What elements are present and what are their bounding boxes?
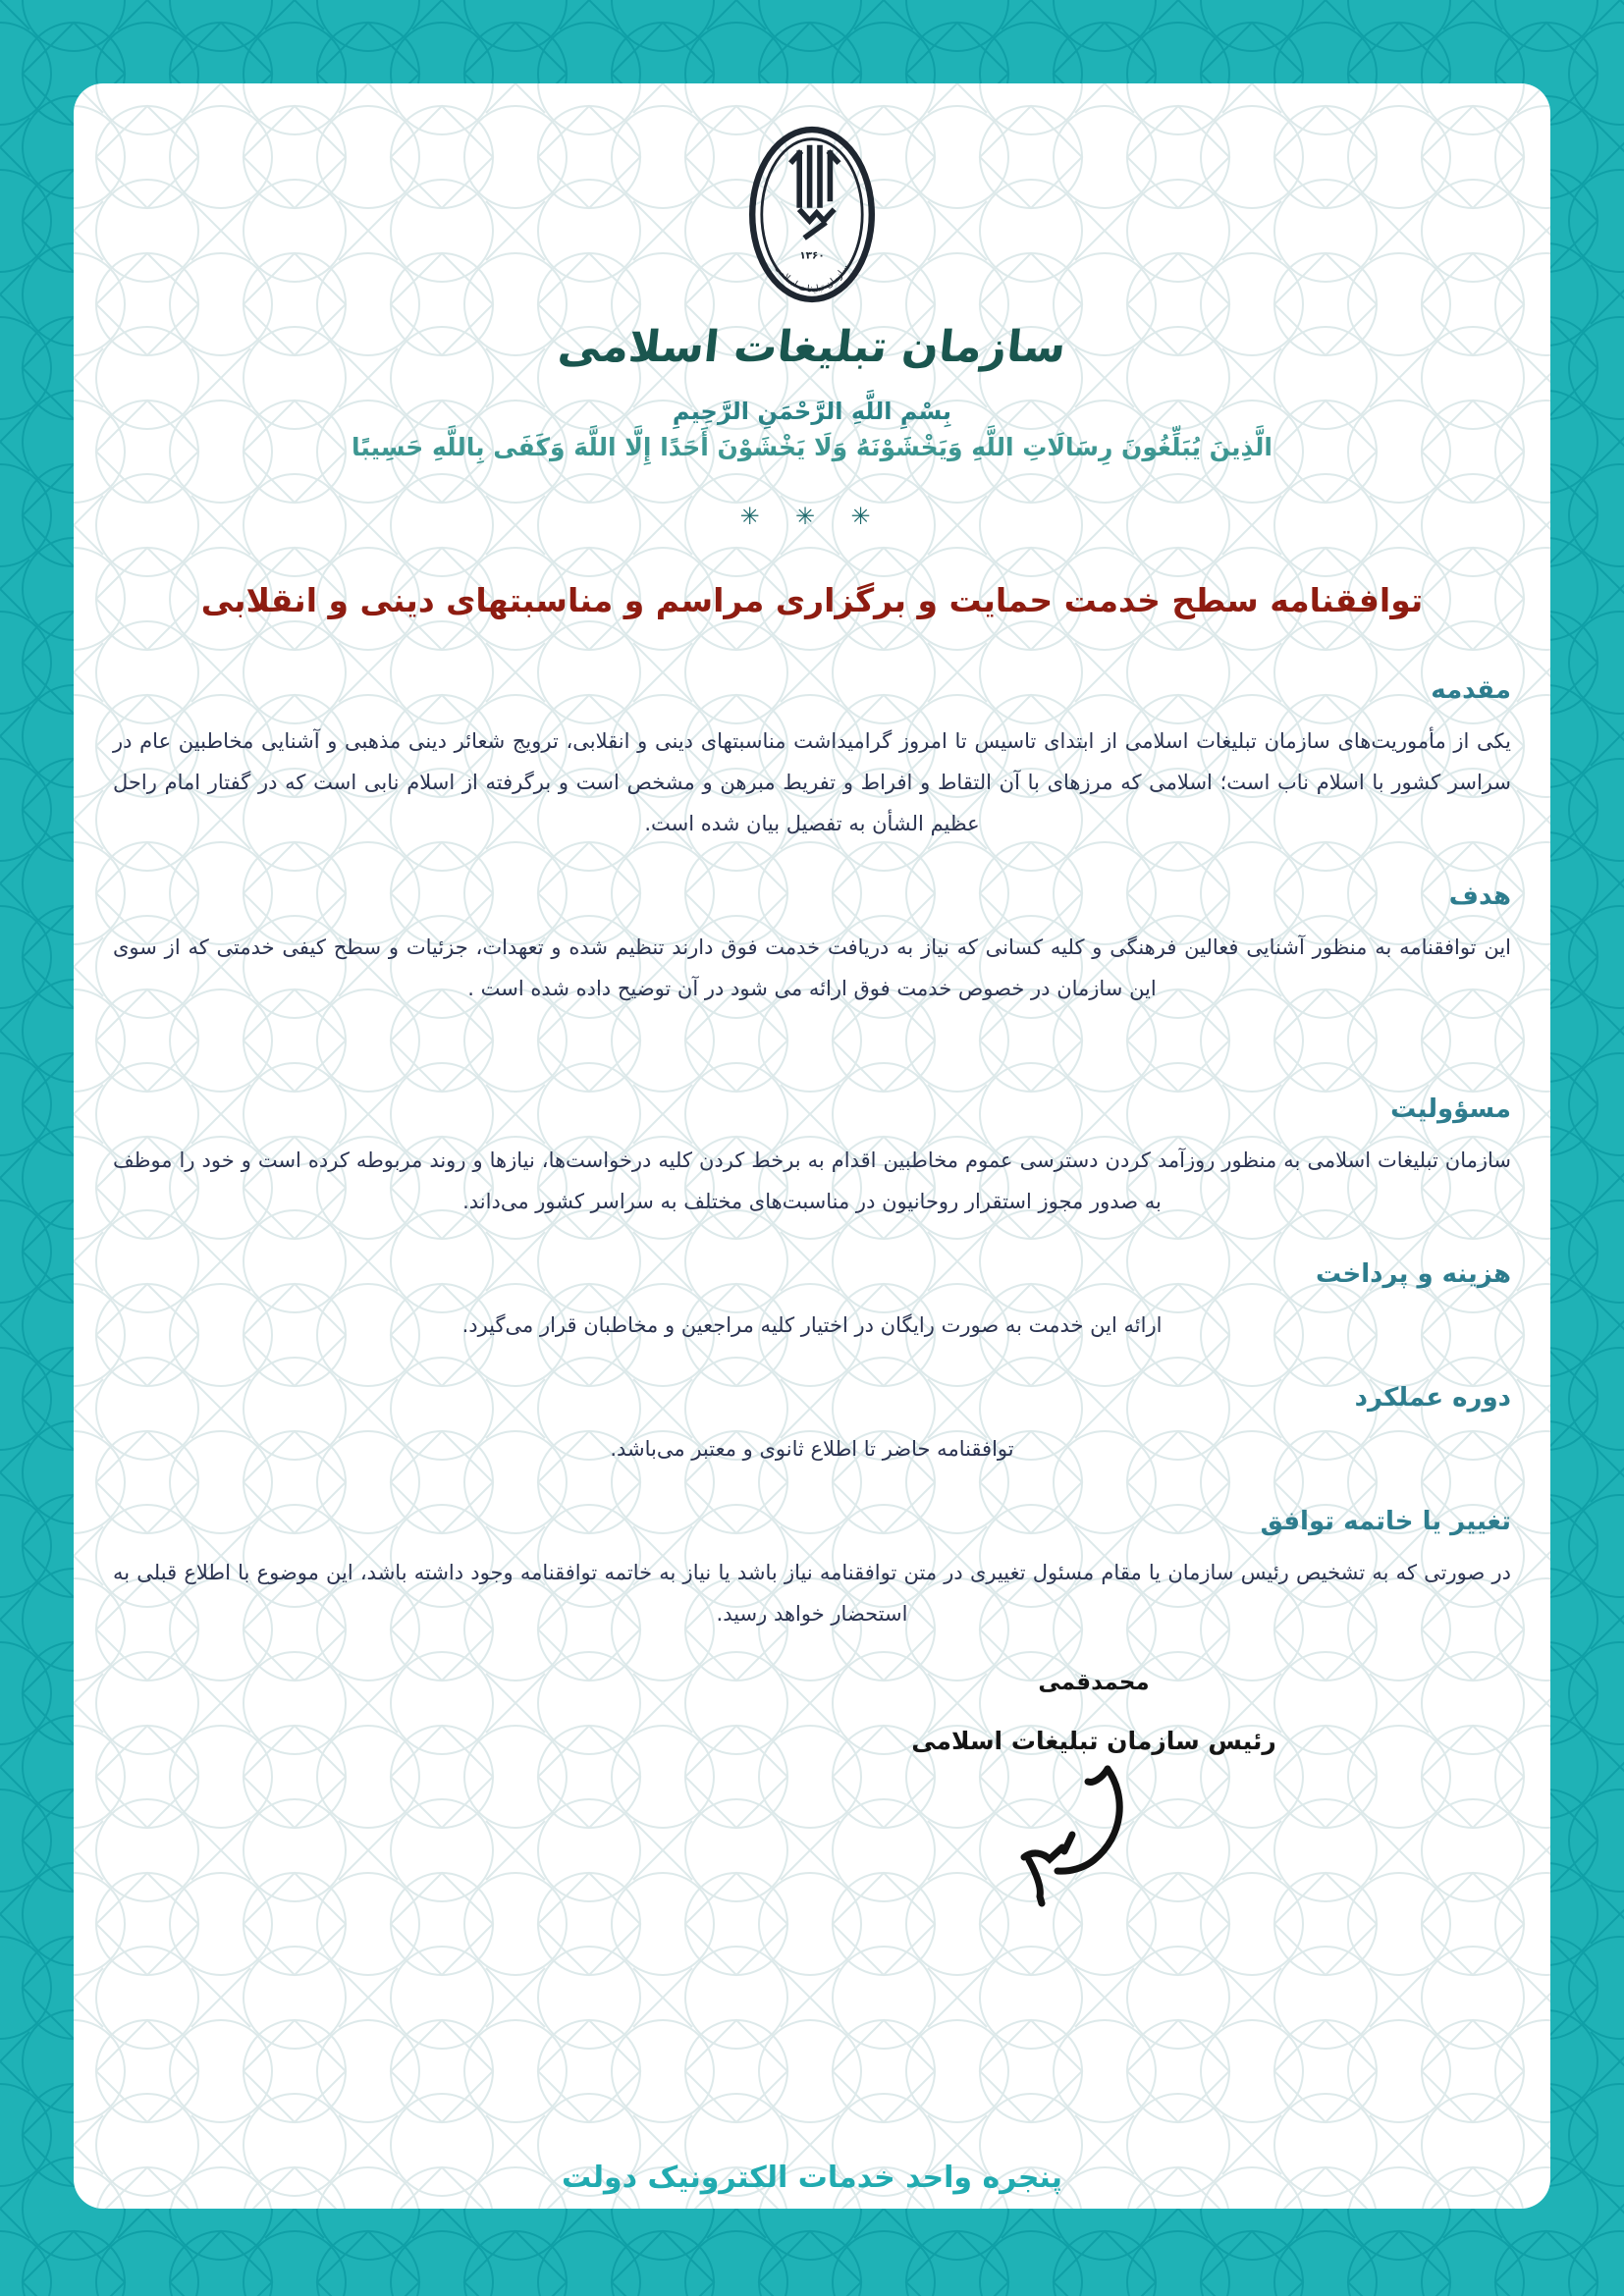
document-card <box>74 83 1550 2209</box>
section-performance-period <box>113 1381 1511 1469</box>
bismillah-text: بِسْمِ اللَّهِ الرَّحْمَنِ الرَّحِيمِ <box>672 398 952 425</box>
logo-container <box>113 103 1511 334</box>
section-heading: مسؤولیت <box>1390 1095 1511 1124</box>
organization-logo-icon <box>733 103 891 334</box>
ornament-stars: ✳ ✳ ✳ <box>739 503 885 530</box>
section-heading: دوره عملکرد <box>1354 1383 1511 1413</box>
section-goal <box>113 880 1511 1009</box>
section-body: توافقنامه حاضر تا اطلاع ثانوی و معتبر می‌باشد. <box>610 1437 1014 1461</box>
section-body: در صورتی که به تشخیص رئیس سازمان یا مقام مسئول تغییری در متن توافقنامه نیاز باشد یا نیاز به خاتمه توافقنامه وجود داشته باشد، این موضوع با اطلاع قبلی به استحضار خواهد رسید. <box>113 1561 1511 1626</box>
footer-caption: پنجره واحد خدمات الکترونیک دولت <box>562 2161 1062 2195</box>
document-content <box>74 103 1550 2209</box>
signature-block <box>888 1670 1300 1942</box>
section-cost-payment <box>113 1257 1511 1346</box>
section-body: این توافقنامه به منظور آشنایی فعالین فرهنگی و کلیه کسانی که نیاز به دریافت خدمت فوق دارند تنظیم شده و تعهدات، جزئیات و سطح کیفی خدمتی که از سوی این سازمان در خصوص خدمت فوق ارائه می شود در آن توضیح داده شده است . <box>113 935 1511 1000</box>
section-responsibility <box>113 1093 1511 1222</box>
signatory-role: رئیس سازمان تبلیغات اسلامی <box>911 1727 1276 1755</box>
section-body: ارائه این خدمت به صورت رایگان در اختیار کلیه مراجعین و مخاطبان قرار می‌گیرد. <box>461 1313 1163 1337</box>
organization-calligraphy: سازمان تبلیغات اسلامی <box>556 322 1068 372</box>
logo-arc-label: سازمان تبلیغات اسلامی <box>772 262 852 295</box>
section-heading: هدف <box>1448 881 1511 911</box>
section-body: سازمان تبلیغات اسلامی به منظور روزآمد کردن دسترسی عموم مخاطبین اقدام به برخط کردن کلیه درخواست‌ها، نیازها و روند مربوطه کرده است و خود را موظف به صدور مجوز استقرار روحانیون در مناسبت‌های مختلف به سراسر کشور می‌داند. <box>113 1148 1511 1213</box>
document-title: توافقنامه سطح خدمت حمایت و برگزاری مراسم و مناسبتهای دینی و انقلابی <box>200 581 1424 619</box>
section-introduction <box>113 673 1511 844</box>
section-change-termination <box>113 1505 1511 1634</box>
quran-verse-text: الَّذِينَ يُبَلِّغُونَ رِسَالَاتِ اللَّهِ وَيَخْشَوْنَهُ وَلَا يَخْشَوْنَ أَحَدًا إِلَّا اللَّهَ وَكَفَى بِاللَّهِ حَسِيبًا <box>352 433 1272 461</box>
sections-container <box>113 673 1511 1634</box>
logo-year: ۱۳۶۰ <box>799 249 825 262</box>
handwritten-signature <box>961 1761 1187 1938</box>
section-body: یکی از مأموریت‌های سازمان تبلیغات اسلامی از ابتدای تاسیس تا امروز گرامیداشت مناسبتهای دینی و انقلابی، ترویج شعائر دینی مذهبی و آشنایی مخاطبین عام در سراسر کشور با اسلام ناب است؛ اسلامی که مرزهای با آن التقاط و افراط و تفریط مبرهن و مشخص است و برگرفته از اسلام نابی است که در گفتار امام راحل عظیم الشأن به تفصیل بیان شده است. <box>113 729 1511 835</box>
section-heading: هزینه و پرداخت <box>1315 1259 1511 1289</box>
section-heading: تغییر یا خاتمه توافق <box>1260 1507 1511 1536</box>
signatory-name: محمدقمی <box>1038 1670 1150 1695</box>
section-heading: مقدمه <box>1431 675 1511 705</box>
